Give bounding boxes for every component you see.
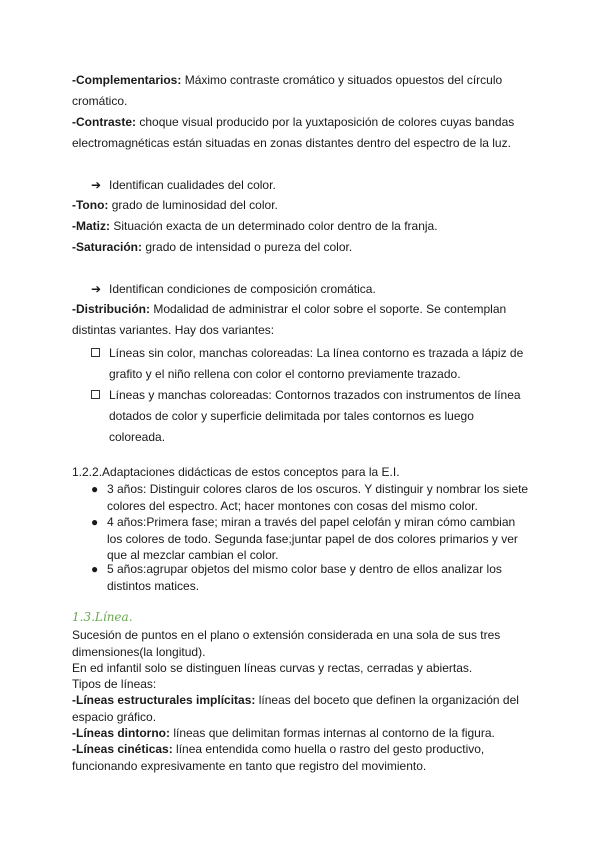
linea-definition: Sucesión de puntos en el plano o extensión considerada en una sola de sus tres dimensiones(la longitud). [72,628,501,659]
distribucion-label: -Distribución: [72,302,150,316]
cineticas-text: línea entendida como huella o rastro del gesto productivo, funcionando expresivamente en tanto que registro del movimiento. [72,742,485,773]
dintorno-text: líneas que delimitan formas internas al contorno de la figura. [170,726,495,740]
bullet-icon: ● [91,562,99,576]
distribucion-text: Modalidad de administrar el color sobre el soporte. Se contemplan distintas variantes. Hay dos variantes: [72,302,507,337]
arrow-item-condiciones [91,279,376,300]
checklist-item [91,385,531,448]
list-item-text: 5 años:agrupar objetos del mismo color base y dentro de ellos analizar los distintos matices. [107,562,502,593]
complementarios-label: -Complementarios: [72,73,182,87]
tono-paragraph [72,195,532,216]
arrow-icon: ➔ [91,282,102,296]
saturacion-text: grado de intensidad o pureza del color. [142,240,353,254]
cineticas-label: -Líneas cinéticas: [72,742,173,756]
list-item [91,481,531,514]
linea-infantil: En ed infantil solo se distinguen líneas curvas y rectas, cerradas y abiertas. [72,661,473,675]
list-item [91,561,531,594]
estructurales-paragraph [72,692,532,725]
bullet-icon: ● [91,515,99,529]
bullet-icon: ● [91,482,99,496]
complementarios-text: Máximo contraste cromático y situados opuestos del círculo cromático. [72,73,503,108]
tono-label: -Tono: [72,198,109,212]
contraste-text: choque visual producido por la yuxtaposición de colores cuyas bandas electromagnéticas están situadas en zonas distantes dentro del espectro de la luz. [72,115,515,150]
checkbox-icon[interactable] [91,390,100,399]
checklist-item [91,343,531,385]
complementarios-paragraph [72,70,532,112]
checklist-item-text: Líneas sin color, manchas coloreadas: La línea contorno es trazada a lápiz de grafito y el niño rellena con color el contorno previamente trazado. [109,346,524,381]
checkbox-icon[interactable] [91,348,100,357]
estructurales-label: -Líneas estructurales implícitas: [72,693,256,707]
saturacion-label: -Saturación: [72,240,143,254]
tono-text: grado de luminosidad del color. [108,198,278,212]
matiz-text: Situación exacta de un determinado color dentro de la franja. [110,219,438,233]
estructurales-text: líneas del boceto que definen la organización del espacio gráfico. [72,693,519,724]
arrow-item-cualidades [91,175,276,196]
dintorno-label: -Líneas dintorno: [72,726,170,740]
dintorno-paragraph [72,725,532,742]
checklist-item-text: Líneas y manchas coloreadas: Contornos trazados con instrumentos de línea dotados de color y superficie delimitada por tales contornos es luego coloreada. [109,388,521,444]
list-item-text: 3 años: Distinguir colores claros de los oscuros. Y distinguir y nombrar los siete colores del espectro. Act; hacer montones con cosas del mismo color. [107,482,529,513]
section-122-heading: 1.2.2.Adaptaciones didácticas de estos conceptos para la E.I. [72,465,400,479]
contraste-label: -Contraste: [72,115,137,129]
distribucion-paragraph [72,299,532,341]
tipos-label: Tipos de líneas: [72,677,157,691]
saturacion-paragraph [72,237,532,258]
section-heading-linea: 1.3.Línea. [72,610,133,624]
matiz-paragraph [72,216,532,237]
contraste-paragraph [72,112,532,154]
list-item [91,514,531,564]
list-item-text: 4 años:Primera fase; miran a través del papel celofán y miran cómo cambian los colores de todo. Segunda fase;juntar papel de dos colores primarios y ver que al mezclar cambian el color. [107,515,518,562]
cineticas-paragraph [72,741,532,774]
arrow-item-text: Identifican condiciones de composición cromática. [109,282,376,296]
arrow-icon: ➔ [91,178,102,192]
arrow-item-text: Identifican cualidades del color. [109,178,276,192]
matiz-label: -Matiz: [72,219,110,233]
